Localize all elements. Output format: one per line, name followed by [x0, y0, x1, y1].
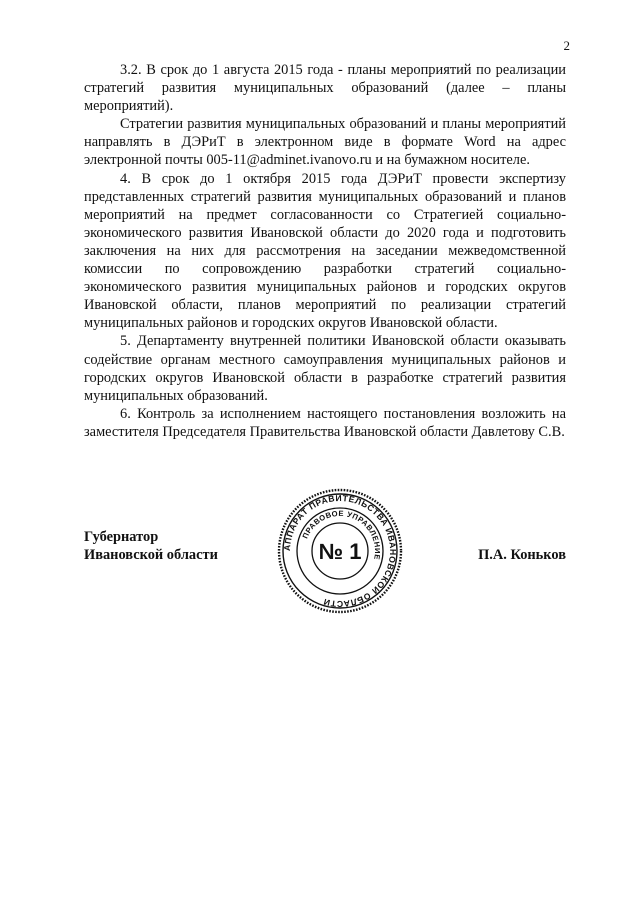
paragraph-5: 5. Департаменту внутренней политики Ивановской области оказывать содействие органам местного самоуправления муниципальных районов и городских округов Ивановской области в разработке стратегий развития муниципальных образований.	[84, 333, 566, 404]
official-stamp-icon	[277, 488, 403, 614]
document-body	[84, 61, 566, 441]
paragraph-strategies-submission: Стратегии развития муниципальных образований и планы мероприятий направлять в ДЭРиТ в электронном виде в формате Word на адрес электронной почты 005-11@adminet.ivanovo.ru и на бумажном носителе.	[84, 116, 566, 169]
signer-name: П.А. Коньков	[478, 547, 566, 563]
page-number: 2	[563, 38, 570, 53]
paragraph-4: 4. В срок до 1 октября 2015 года ДЭРиТ провести экспертизу представленных стратегий развития муниципальных образований и планов мероприятий на предмет согласованности со Стратегией социально-экономического развития Ивановской области до 2020 года и подготовить заключения на них для рассмотрения на заседании межведомственной комиссии по сопровождению разработки стратегий социально-экономического развития муниципальных районов и городских округов Ивановской области, планов мероприятий по реализации стратегий муниципальных районов и городских округов Ивановской области.	[84, 170, 566, 332]
paragraph-3-2: 3.2. В срок до 1 августа 2015 года - планы мероприятий по реализации стратегий развития муниципальных образований (далее – планы мероприятий).	[84, 62, 566, 115]
paragraph-6: 6. Контроль за исполнением настоящего постановления возложить на заместителя Председателя Правительства Ивановской области Давлетову С.В.	[84, 405, 566, 440]
signer-title	[84, 528, 218, 564]
signer-title-line-2: Ивановской области	[84, 547, 218, 563]
signer-title-line-1: Губернатор	[84, 529, 159, 545]
stamp-center-number: № 1	[318, 539, 362, 564]
stamp-outer-text: АППАРАТ ПРАВИТЕЛЬСТВА ИВАНОВСКОЙ ОБЛАСТИ	[281, 492, 399, 610]
stamp-inner-text: ПРАВОВОЕ УПРАВЛЕНИЕ	[300, 508, 383, 561]
